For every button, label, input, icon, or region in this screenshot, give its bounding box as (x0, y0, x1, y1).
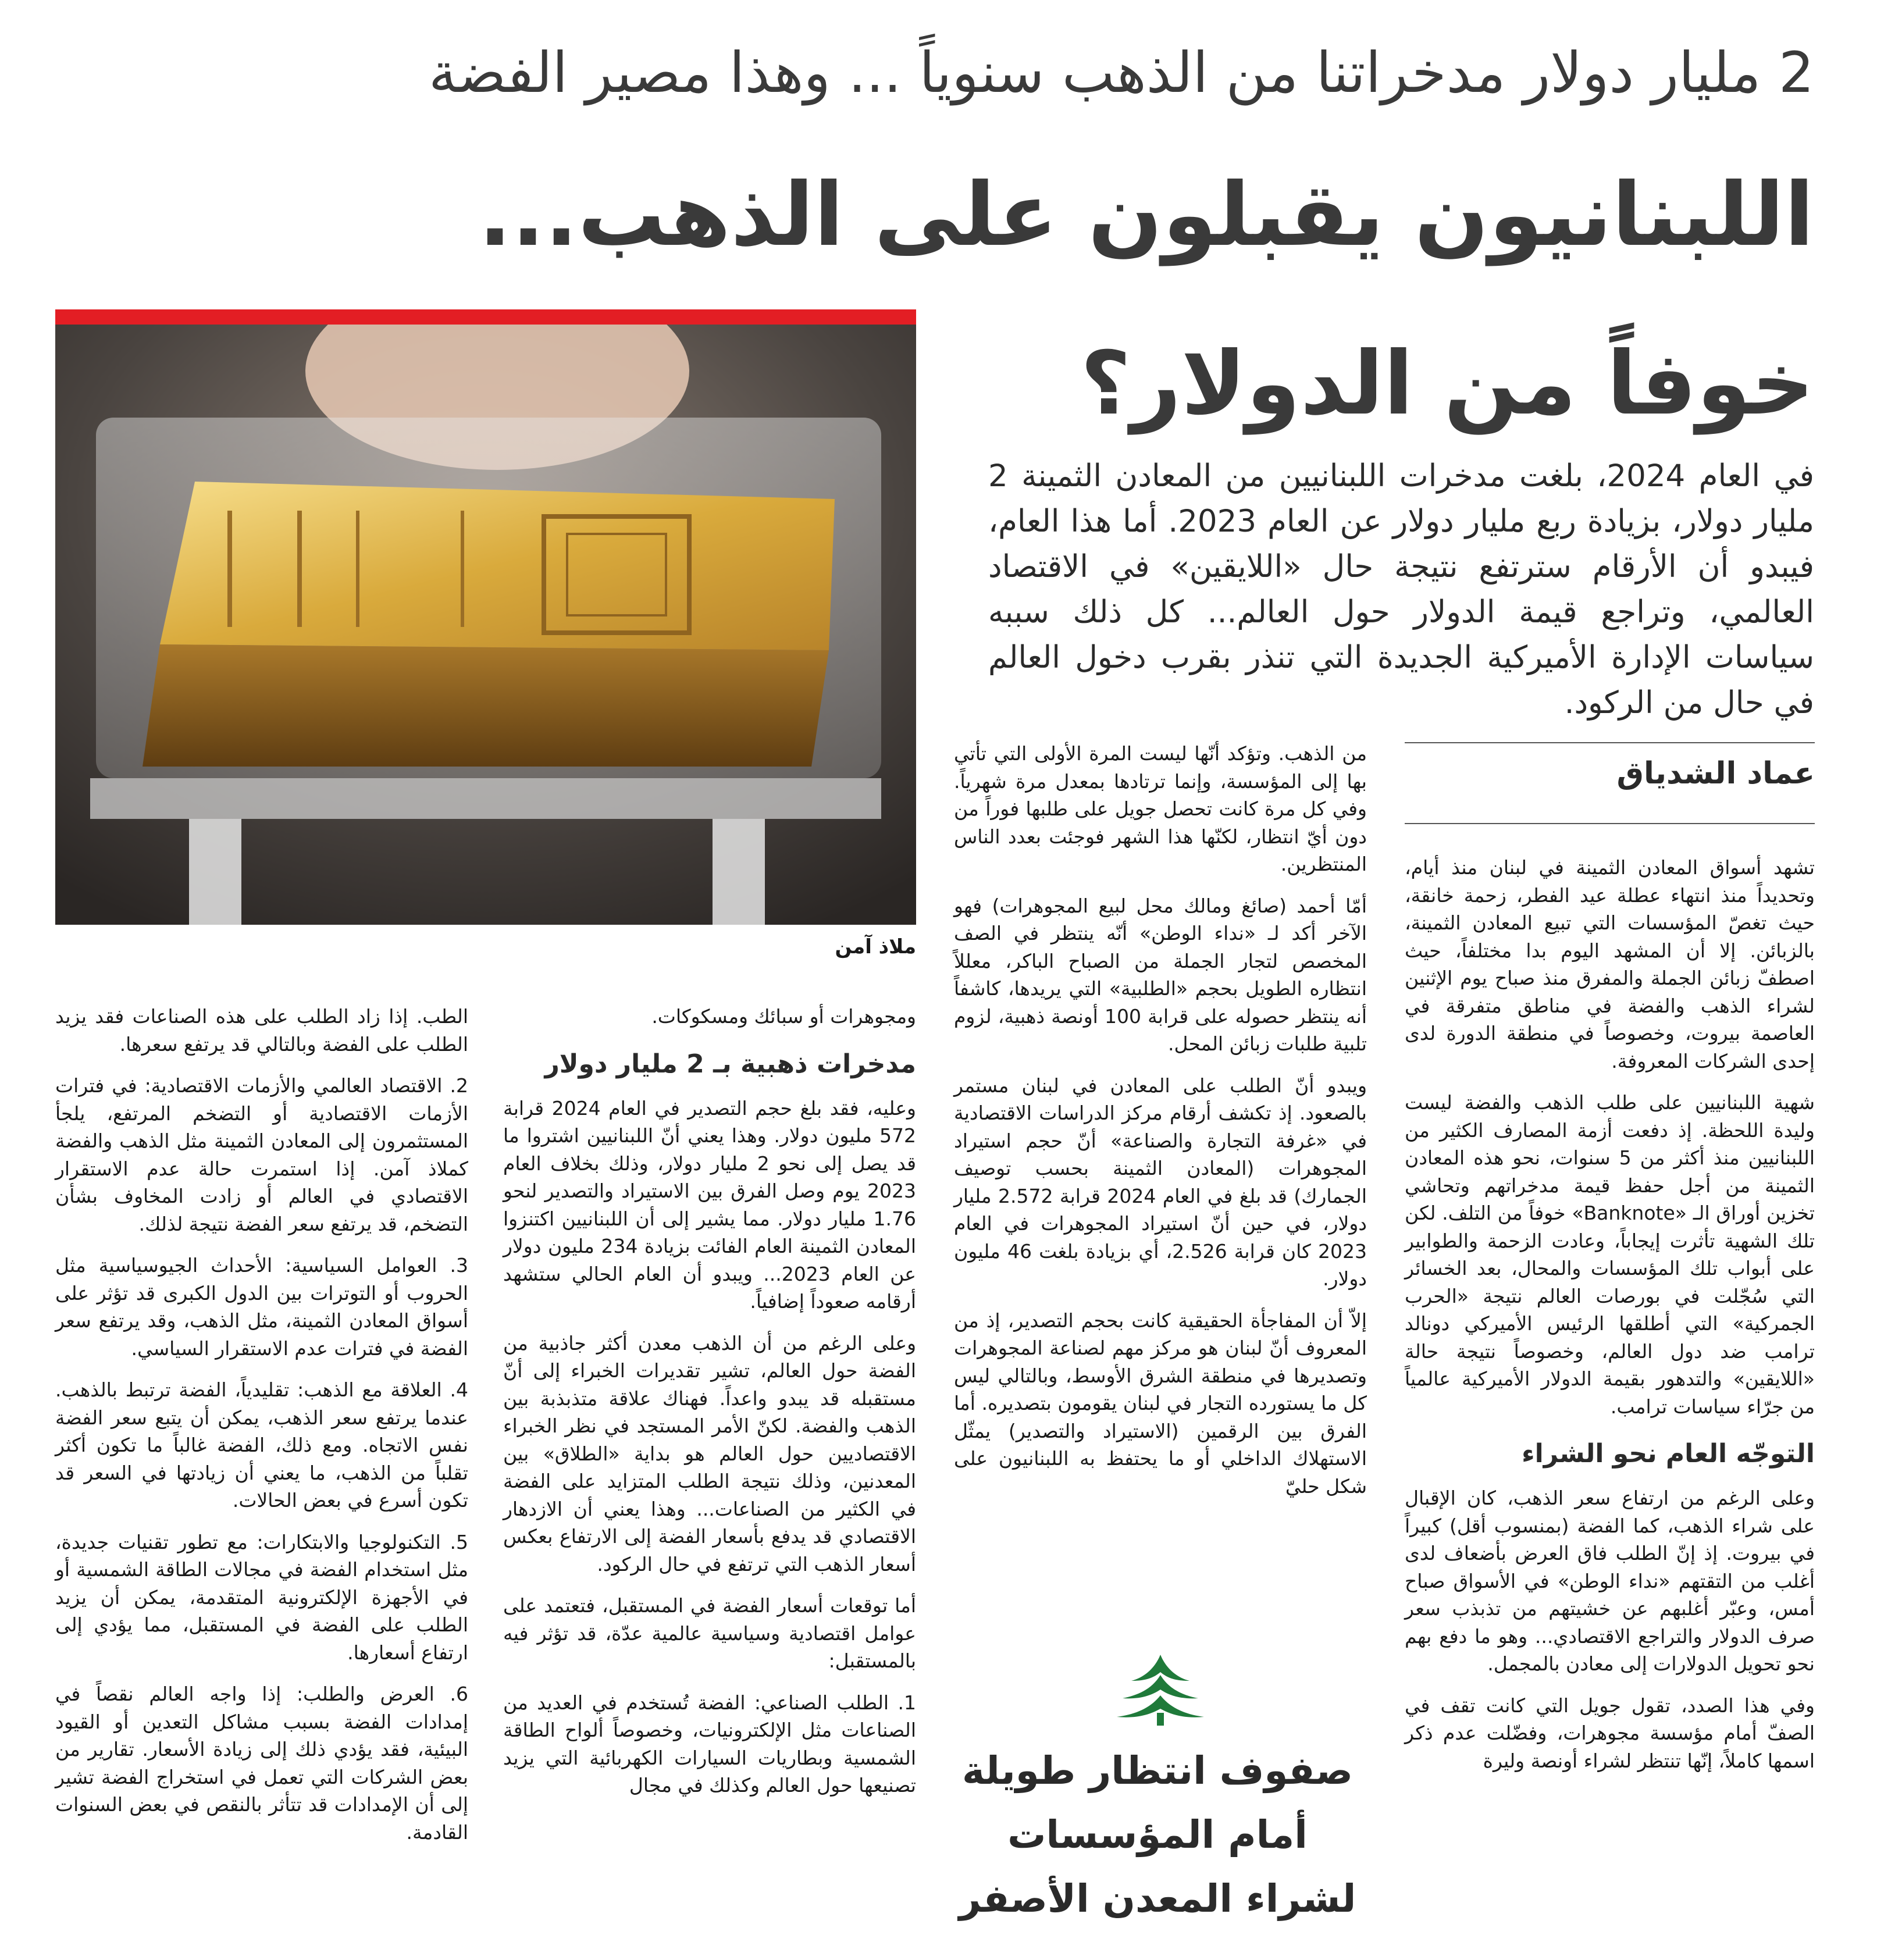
author-name: عماد الشدياق (1616, 756, 1815, 791)
col2-paragraph-3: ويبدو أنّ الطلب على المعادن في لبنان مستمر بالصعود. إذ تكشف أرقام مركز الدراسات الاقتصادية في «غرفة التجارة والصناعة» أنّ حجم استيراد المجوهرات (المعادن الثمينة بحسب توصيف الجمارك) قد بلغ في العام 2024 قرابة 2.572 مليار دولار، في حين أنّ استيراد المجوهرات في العام 2023 كان قرابة 2.526، أي بزيادة بلغت 46 مليون دولار. (954, 1074, 1367, 1290)
gold-bar-photo (55, 325, 916, 925)
gold-bar-illustration (55, 325, 916, 925)
column-1 (1405, 854, 1815, 1788)
col2-paragraph-2: أمّا أحمد (صائغ ومالك محل لبيع المجوهرات) فهو الآخر أكد لـ «نداء الوطن» أنّه ينتظر في الصف المخصص لتجار الجملة من الصباح الباكر، معللاً انتظاره الطويل بحجم «الطلبية» التي يريدها، كاشفاً أنه ينتظر حصوله على قرابة 100 أونصة ذهبية، لزوم تلبية طلبات زبائن المحل. (954, 894, 1367, 1055)
col4-paragraph-3: 3. العوامل السياسية: الأحداث الجيوسياسية مثل الحروب أو التوترات بين الدول الكبرى قد تؤثر على أسواق المعادن الثمينة، مثل الذهب، وقد يرتفع سعر الفضة في فترات عدم الاستقرار السياسي. (55, 1254, 468, 1360)
col3-paragraph-1: ومجوهرات أو سبائك ومسكوكات. (651, 1005, 916, 1028)
col4-paragraph-4: 4. العلاقة مع الذهب: تقليدياً، الفضة ترتبط بالذهب. عندما يرتفع سعر الذهب، يمكن أن يتبع سعر الفضة نفس الاتجاه. ومع ذلك، الفضة غالباً ما تكون أكثر تقلباً من الذهب، ما يعني أن زيادتها في السعر قد تكون أسرع في بعض الحالات. (55, 1378, 468, 1512)
photo-caption: ملاذ آمن (835, 935, 916, 958)
col4-paragraph-2: 2. الاقتصاد العالمي والأزمات الاقتصادية: في فترات الأزمات الاقتصادية أو التضخم المرتفع، يلجأ المستثمرون إلى المعادن الثمينة مثل الذهب والفضة كملاذ آمن. إذا استمرت حالة عدم الاستقرار الاقتصادي في العالم أو زادت المخاوف بشأن التضخم، قد يرتفع سعر الفضة نتيجة لذلك. (55, 1074, 468, 1235)
col3-paragraph-3: وعلى الرغم من أن الذهب معدن أكثر جاذبية من الفضة حول العالم، تشير تقديرات الخبراء إلى أنّ مستقبله قد يبدو واعداً. فهناك علاقة متذبذبة بين الذهب والفضة. لكنّ الأمر المستجد في نظر الخبراء الاقتصاديين حول العالم هو بداية «الطلاق» بين المعدنين، وذلك نتيجة الطلب المتزايد على الفضة في الكثير من الصناعات... وهذا يعني أن الازدهار الاقتصادي قد يدفع بأسعار الفضة إلى الارتفاع بعكس أسعار الذهب التي ترتفع في حال الركود. (503, 1331, 916, 1576)
col2-paragraph-4: إلاّ أن المفاجأة الحقيقية كانت بحجم التصدير، إذ من المعروف أنّ لبنان هو مركز مهم لصناعة المجوهرات وتصديرها في منطقة الشرق الأوسط، وبالتالي ليس كل ما يستورده التجار في لبنان يقومون بتصديره. أما الفرق بين الرقمين (الاستيراد والتصدير) يمثّل الاستهلاك الداخلي أو ما يحتفظ به اللبنانيون على شكل حليّ (954, 1309, 1367, 1498)
cedar-logo-icon (1114, 1652, 1207, 1727)
col1-paragraph-1: تشهد أسواق المعادن الثمينة في لبنان منذ أيام، وتحديداً منذ انتهاء عطلة عيد الفطر، زحمة خانقة، حيث تغصّ المؤسسات التي تبيع المعادن الثمينة، بالزبائن. إلا أن المشهد اليوم بدا مختلفاً، حيث اصطفّ زبائن الجملة والمفرق منذ صباح يوم الإثنين لشراء الذهب والفضة في مناطق متفرقة في العاصمة بيروت، وخصوصاً في منطقة الدورة لدى إحدى الشركات المعروفة. (1405, 856, 1815, 1072)
column-3 (503, 1003, 916, 1813)
col4-paragraph-6: 6. العرض والطلب: إذا واجه العالم نقصاً في إمدادات الفضة بسبب مشاكل التعدين أو القيود البيئية، فقد يؤدي ذلك إلى زيادة الأسعار. تقارير من بعض الشركات التي تعمل في استخراج الفضة تشير إلى أن الإمدادات قد تتأثر بالنقص في بعض السنوات القادمة. (55, 1683, 468, 1844)
photo-accent-bar (55, 309, 916, 325)
col3-paragraph-2: وعليه، فقد بلغ حجم التصدير في العام 2024 قرابة 572 مليون دولار. وهذا يعني أنّ اللبنانيين اشتروا ما قد يصل إلى نحو 2 مليار دولار، وذلك بخلاف العام 2023 يوم وصل الفرق بين الاستيراد والتصدير لنحو 1.76 مليار دولار. مما يشير إلى أن اللبنانيين اكتنزوا المعادن الثمينة العام الفائت بزيادة 234 مليون دولار عن العام 2023... ويبدو أن العام الحالي ستشهد أرقامه صعوداً إضافياً. (503, 1096, 917, 1313)
headline-line-1: اللبنانيون يقبلون على الذهب... (478, 165, 1814, 266)
col3-subheading: مدخرات ذهبية بـ 2 مليار دولار (544, 1049, 916, 1079)
col1-paragraph-2: شهية اللبنانيين على طلب الذهب والفضة ليست وليدة اللحظة. إذ دفعت أزمة المصارف الكثير من اللبنانيين منذ أكثر من 5 سنوات، نحو هذه المعادن الثمينة من أجل حفظ قيمة مدخراتهم وتحاشي تخزين أوراق الـ «Banknote» خوفاً من التلف. لكن تلك الشهية تأثرت إيجاباً، وعادت الزحمة والطوابير على أبواب تلك المؤسسات والمحال، بعد الخسائر التي سُجّلت في بورصات العالم نتيجة «الحرب الجمركية» التي أطلقها الرئيس الأميركي دونالد ترامب ضد دول العالم، وخصوصاً نتيجة حالة «اللايقين» والتدهور بقيمة الدولار الأميركية عالمياً من جرّاء سياسات ترامب. (1405, 1091, 1815, 1418)
author-rule-bottom (1405, 823, 1815, 824)
lead-paragraph: في العام 2024، بلغت مدخرات اللبنانيين من المعادن الثمينة 2 مليار دولار، بزيادة ربع مليار دولار عن العام 2023. أما هذا العام، فيبدو أن الأرقام سترتفع نتيجة حال «اللايقين» في الاقتصاد العالمي، وتراجع قيمة الدولار حول العالم... كل ذلك سببه سياسات الإدارة الأميركية الجديدة التي تنذر بقرب دخول العالم في حال من الركود. (988, 458, 1814, 721)
pull-quote-line-2: أمام المؤسسات (1007, 1812, 1308, 1857)
headline-line-2: خوفاً من الدولار؟ (1080, 333, 1814, 434)
kicker-title: 2 مليار دولار مدخراتنا من الذهب سنوياً ... وهذا مصير الفضة (428, 40, 1814, 105)
col4-paragraph-1: الطب. إذا زاد الطلب على هذه الصناعات فقد يزيد الطلب على الفضة وبالتالي قد يرتفع سعرها. (55, 1005, 468, 1056)
column-2 (954, 740, 1367, 1514)
col2-paragraph-1: من الذهب. وتؤكد أنّها ليست المرة الأولى التي تأتي بها إلى المؤسسة، وإنما ترتادها بمعدل مرة شهرياً. وفي كل مرة كانت تحصل جويل على طلبها فوراً من دون أيّ انتظار، لكنّها هذا الشهر فوجئت بعدد الناس المنتظرين. (954, 742, 1367, 875)
pull-quote (936, 1739, 1379, 1931)
col1-paragraph-3: وعلى الرغم من ارتفاع سعر الذهب، كان الإقبال على شراء الذهب، كما الفضة (بمنسوب أقل) كبيراً في بيروت. إذ إنّ الطلب فاق العرض بأضعاف لدى أغلب من التقتهم «نداء الوطن» في الأسواق صباح أمس، وعبّر أغلبهم عن خشيتهم من تذبذب سعر صرف الدولار والتراجع الاقتصادي... وهو ما دفع بهم نحو تحويل الدولارات إلى معادن بالمجمل. (1405, 1487, 1815, 1675)
col1-paragraph-4: وفي هذا الصدد، تقول جويل التي كانت تقف في الصفّ أمام مؤسسة مجوهرات، وفضّلت عدم ذكر اسمها كاملاً، إنّها تنتظر لشراء أونصة وليرة (1405, 1694, 1815, 1772)
author-rule-top (1405, 742, 1815, 743)
pull-quote-line-1: صفوف انتظار طويلة (962, 1748, 1353, 1793)
column-4 (55, 1003, 468, 1860)
col4-paragraph-5: 5. التكنولوجيا والابتكارات: مع تطور تقنيات جديدة، مثل استخدام الفضة في مجالات الطاقة الشمسية أو في الأجهزة الإلكترونية المتقدمة، يمكن أن يزيد الطلب على الفضة في المستقبل، مما يؤدي إلى ارتفاع أسعارها. (55, 1530, 468, 1664)
col1-subheading: التوجّه العام نحو الشراء (1522, 1439, 1815, 1469)
col3-paragraph-4: أما توقعات أسعار الفضة في المستقبل، فتعتمد على عوامل اقتصادية وسياسية عالمية عدّة، قد تؤثر فيه بالمستقبل: (503, 1594, 916, 1672)
pull-quote-line-3: لشراء المعدن الأصفر (959, 1876, 1356, 1921)
col3-paragraph-5: 1. الطلب الصناعي: الفضة تُستخدم في العديد من الصناعات مثل الإلكترونيات، وخصوصاً ألواح الطاقة الشمسية وبطاريات السيارات الكهربائية التي يزيد تصنيعها حول العالم وكذلك في مجال (503, 1691, 916, 1797)
